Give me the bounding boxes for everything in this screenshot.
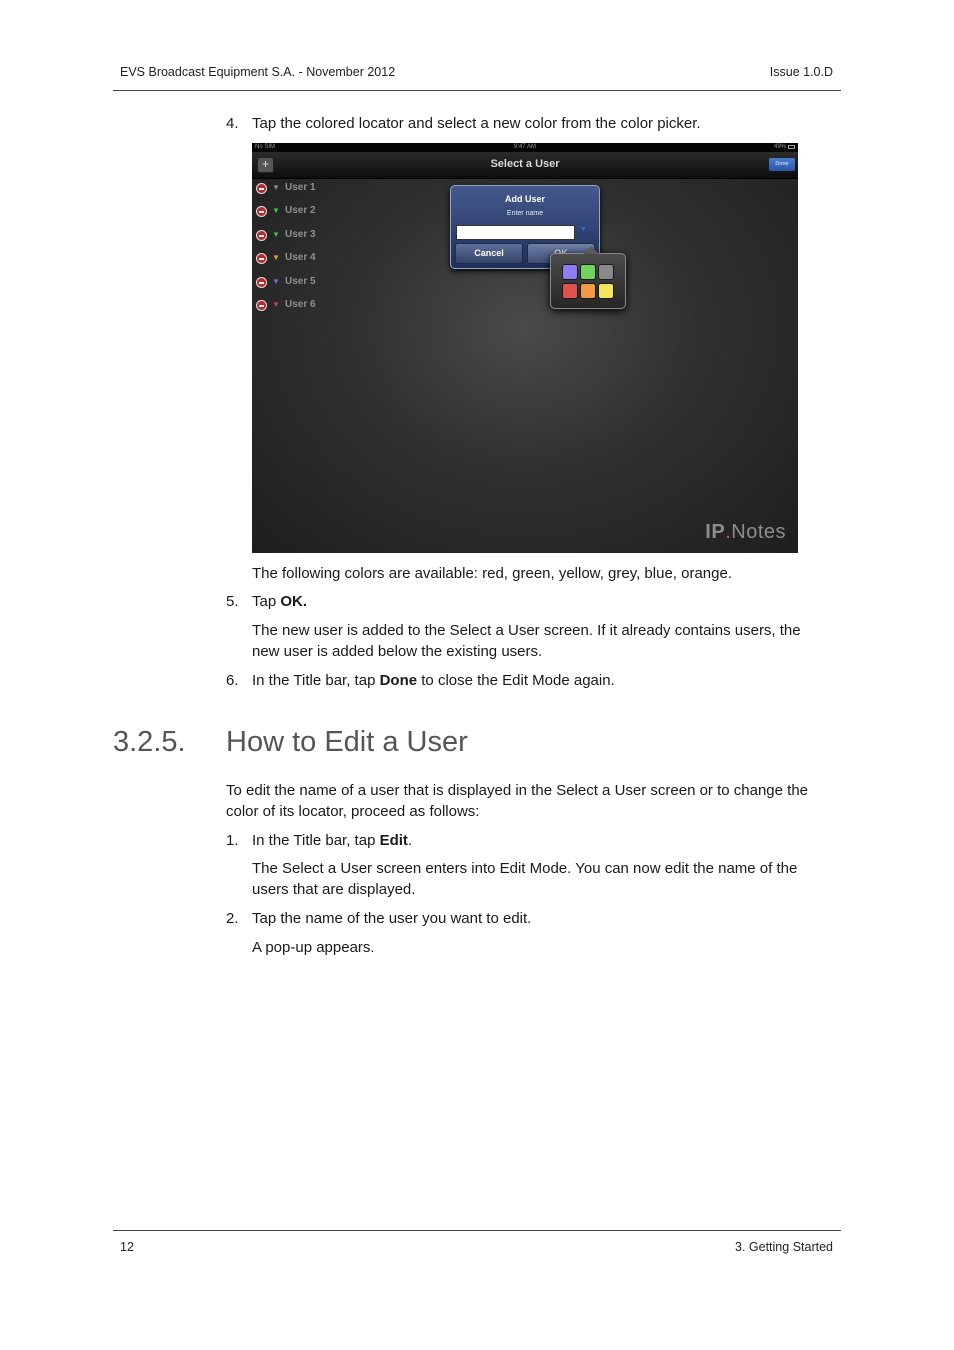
step-5-pre: Tap (252, 593, 281, 610)
locator-dropdown-icon[interactable]: ▼ (580, 226, 587, 233)
logo-ip: IP (705, 521, 726, 543)
color-swatch-orange[interactable] (580, 283, 596, 299)
step-6-text (252, 670, 827, 691)
user-name[interactable]: User 4 (285, 252, 316, 263)
dialog-title: Add User (504, 194, 545, 204)
cancel-button[interactable]: Cancel (455, 243, 523, 264)
step-5-bold: OK. (280, 593, 308, 610)
step-4-number: 4. (226, 115, 239, 132)
colors-text: The following colors are available: red, green, yellow, grey, blue, orange. (252, 565, 732, 582)
step-6-number: 6. (226, 672, 239, 689)
locator-triangle-icon[interactable]: ▼ (272, 230, 280, 239)
step-6-post: to close the Edit Mode again. (417, 672, 615, 689)
delete-icon[interactable] (256, 300, 267, 311)
color-picker (550, 253, 626, 309)
locator-triangle-icon[interactable]: ▼ (272, 253, 280, 262)
step-5-number: 5. (226, 593, 239, 610)
battery-icon (788, 145, 795, 149)
footer-rule (113, 1230, 841, 1231)
step-5-desc: The new user is added to the Select a User screen. If it already contains users, the new user is added below the existing users. (252, 622, 801, 660)
title-bar (252, 152, 798, 179)
locator-triangle-icon[interactable]: ▼ (272, 277, 280, 286)
edit-step-2-desc: A pop-up appears. (252, 939, 375, 956)
picker-arrow (583, 246, 599, 254)
edit-step-1-post: . (407, 832, 413, 849)
color-swatch-red[interactable] (562, 283, 578, 299)
step-6-pre: In the Title bar, tap (252, 672, 380, 689)
delete-icon[interactable] (256, 253, 267, 264)
edit-step-1-text (252, 830, 827, 851)
delete-icon[interactable] (256, 183, 267, 194)
color-swatch-blue[interactable] (562, 264, 578, 280)
done-button[interactable]: Done (769, 158, 795, 171)
dialog-message: Enter name (506, 210, 544, 217)
status-bar (252, 143, 798, 152)
delete-icon[interactable] (256, 206, 267, 217)
header-right: Issue 1.0.D (769, 65, 833, 79)
locator-triangle-icon[interactable]: ▼ (272, 206, 280, 215)
footer-chapter: 3. Getting Started (735, 1240, 833, 1254)
color-swatch-grey[interactable] (598, 264, 614, 280)
edit-step-2-text: Tap the name of the user you want to edit. (252, 910, 532, 927)
app-screenshot (252, 143, 798, 553)
edit-step-1-bold: Edit (379, 832, 408, 849)
logo-dot: . (725, 521, 732, 543)
user-name[interactable]: User 6 (285, 299, 316, 310)
section-title: How to Edit a User (226, 726, 468, 758)
user-name[interactable]: User 3 (285, 229, 316, 240)
user-name[interactable]: User 1 (285, 182, 316, 193)
step-6-bold: Done (379, 672, 418, 689)
screen-title: Select a User (490, 158, 560, 170)
edit-step-1-pre: In the Title bar, tap (252, 832, 380, 849)
edit-step-1-number: 1. (226, 832, 239, 849)
header-left: EVS Broadcast Equipment S.A. - November 2012 (120, 65, 396, 79)
add-user-button[interactable]: + (257, 157, 274, 173)
header-rule (113, 90, 841, 91)
section-intro: To edit the name of a user that is displayed in the Select a User screen or to change the color of its locator, proceed as follows: (226, 782, 809, 820)
color-swatch-green[interactable] (580, 264, 596, 280)
user-name[interactable]: User 2 (285, 205, 316, 216)
section-number: 3.2.5. (113, 726, 186, 758)
step-4-text: Tap the colored locator and select a new color from the color picker. (252, 115, 701, 132)
status-time: 9:47 AM (513, 144, 536, 150)
status-carrier: No SIM (255, 144, 276, 150)
edit-step-2-number: 2. (226, 910, 239, 927)
logo-notes: Notes (731, 521, 786, 543)
step-5-text (252, 591, 822, 612)
user-name[interactable]: User 5 (285, 276, 316, 287)
delete-icon[interactable] (256, 277, 267, 288)
footer-page-number: 12 (120, 1240, 134, 1254)
name-input[interactable] (456, 225, 575, 240)
color-swatch-yellow[interactable] (598, 283, 614, 299)
status-battery: 49% (773, 144, 786, 150)
locator-triangle-icon[interactable]: ▼ (272, 300, 280, 309)
locator-triangle-icon[interactable]: ▼ (272, 183, 280, 192)
delete-icon[interactable] (256, 230, 267, 241)
ipnotes-logo (705, 521, 786, 544)
edit-step-1-desc: The Select a User screen enters into Edit Mode. You can now edit the name of the users that are displayed. (252, 860, 798, 898)
